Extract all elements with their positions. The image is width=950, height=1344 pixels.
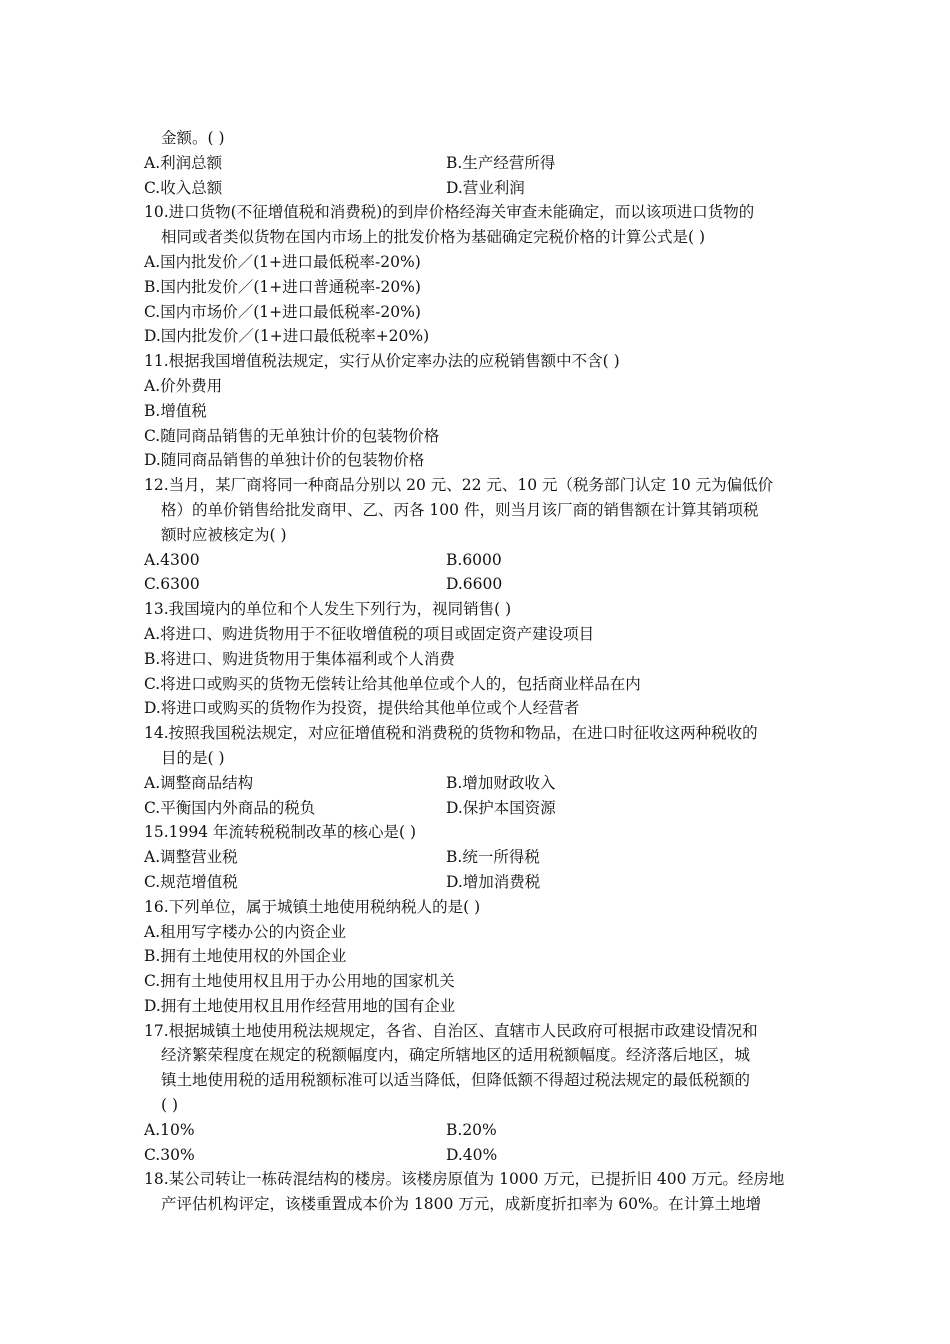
question-12-options-row-1 — [144, 548, 808, 573]
question-10-option-d: D.国内批发价／(1+进口最低税率+20%) — [144, 327, 430, 346]
option-d: D.保护本国资源 — [446, 798, 556, 817]
option-a: A.利润总额 — [144, 153, 223, 172]
question-13-option-d: D.将进口或购买的货物作为投资，提供给其他单位或个人经营者 — [144, 699, 580, 718]
option-b: B.6000 — [446, 550, 502, 569]
question-13-option-b: B.将进口、购进货物用于集体福利或个人消费 — [144, 649, 455, 668]
question-9-continuation: 金额。( ) — [161, 129, 225, 147]
question-16-option-d: D.拥有土地使用权且用作经营用地的国有企业 — [144, 996, 456, 1015]
option-c: C.平衡国内外商品的税负 — [144, 798, 316, 817]
question-16-option-b: B.拥有土地使用权的外国企业 — [144, 947, 347, 966]
option-b: B.20% — [446, 1120, 497, 1139]
question-14-line-2: 目的是( ) — [161, 748, 225, 767]
question-14-options-row-2 — [144, 796, 808, 821]
question-18-line-2: 产评估机构评定，该楼重置成本价为 1800 万元，成新度折扣率为 60%。在计算土地增 — [161, 1195, 762, 1214]
option-d: D.6600 — [446, 575, 503, 594]
question-11-option-c: C.随同商品销售的无单独计价的包装物价格 — [144, 426, 440, 445]
option-b: B.增加财政收入 — [446, 773, 556, 792]
question-10-option-a: A.国内批发价／(1+进口最低税率-20%) — [144, 252, 421, 271]
question-11-option-d: D.随同商品销售的单独计价的包装物价格 — [144, 451, 425, 470]
option-c: C.收入总额 — [144, 178, 223, 197]
question-16-line-1: 16.下列单位，属于城镇土地使用税纳税人的是( ) — [144, 897, 481, 916]
option-d: D.营业利润 — [446, 178, 525, 197]
question-17-line-3: 镇土地使用税的适用税额标准可以适当降低，但降低额不得超过税法规定的最低税额的 — [161, 1071, 751, 1090]
option-b: B.生产经营所得 — [446, 153, 556, 172]
question-15-line-1: 15.1994 年流转税税制改革的核心是( ) — [144, 823, 417, 842]
option-a: A.调整营业税 — [144, 848, 238, 867]
option-c: C.6300 — [144, 575, 200, 594]
question-17-line-2: 经济繁荣程度在规定的税额幅度内，确定所辖地区的适用税额幅度。经济落后地区，城 — [161, 1046, 751, 1065]
question-16-option-a: A.租用写字楼办公的内资企业 — [144, 922, 347, 941]
option-c: C.30% — [144, 1145, 195, 1164]
question-12-line-2: 格）的单价销售给批发商甲、乙、丙各 100 件，则当月该厂商的销售额在计算其销项税 — [161, 500, 759, 519]
question-10-option-c: C.国内市场价／(1+进口最低税率-20%) — [144, 302, 421, 321]
question-15-options-row-2 — [144, 870, 808, 895]
option-a: A.4300 — [144, 550, 200, 569]
question-9-options-row-1 — [144, 151, 808, 176]
question-13-line-1: 13.我国境内的单位和个人发生下列行为，视同销售( ) — [144, 600, 512, 619]
option-d: D.增加消费税 — [446, 872, 541, 891]
question-16-option-c: C.拥有土地使用权且用于办公用地的国家机关 — [144, 972, 455, 991]
question-10-line-1: 10.进口货物(不征增值税和消费税)的到岸价格经海关审查未能确定，而以该项进口货物的 — [144, 203, 755, 222]
option-b: B.统一所得税 — [446, 848, 540, 867]
question-11-option-a: A.价外费用 — [144, 376, 223, 395]
question-17-line-1: 17.根据城镇土地使用税法规规定，各省、自治区、直辖市人民政府可根据市政建设情况和 — [144, 1021, 758, 1040]
question-9-options-row-2 — [144, 176, 808, 201]
question-12-line-3: 额时应被核定为( ) — [161, 525, 287, 544]
question-13-option-c: C.将进口或购买的货物无偿转让给其他单位或个人的，包括商业样品在内 — [144, 674, 641, 693]
exam-page — [144, 126, 808, 1217]
question-10-line-2: 相同或者类似货物在国内市场上的批发价格为基础确定完税价格的计算公式是( ) — [161, 228, 706, 247]
question-17-options-row-2 — [144, 1143, 808, 1168]
question-14-options-row-1 — [144, 771, 808, 796]
option-a: A.10% — [144, 1120, 195, 1139]
question-11-line-1: 11.根据我国增值税法规定，实行从价定率办法的应税销售额中不含( ) — [144, 352, 620, 371]
option-c: C.规范增值税 — [144, 872, 238, 891]
option-a: A.调整商品结构 — [144, 773, 254, 792]
question-14-line-1: 14.按照我国税法规定，对应征增值税和消费税的货物和物品，在进口时征收这两种税收的 — [144, 724, 758, 743]
question-17-options-row-1 — [144, 1118, 808, 1143]
question-15-options-row-1 — [144, 845, 808, 870]
question-10-option-b: B.国内批发价／(1+进口普通税率-20%) — [144, 277, 421, 296]
question-11-option-b: B.增值税 — [144, 401, 207, 420]
option-d: D.40% — [446, 1145, 498, 1164]
question-12-options-row-2 — [144, 572, 808, 597]
question-17-line-4: ( ) — [161, 1096, 179, 1115]
question-18-line-1: 18.某公司转让一栋砖混结构的楼房。该楼房原值为 1000 万元，已提折旧 400 万元。经房地 — [144, 1170, 785, 1189]
question-13-option-a: A.将进口、购进货物用于不征收增值税的项目或固定资产建设项目 — [144, 624, 595, 643]
question-12-line-1: 12.当月，某厂商将同一种商品分别以 20 元、22 元、10 元（税务部门认定 10 元为偏低价 — [144, 476, 774, 495]
